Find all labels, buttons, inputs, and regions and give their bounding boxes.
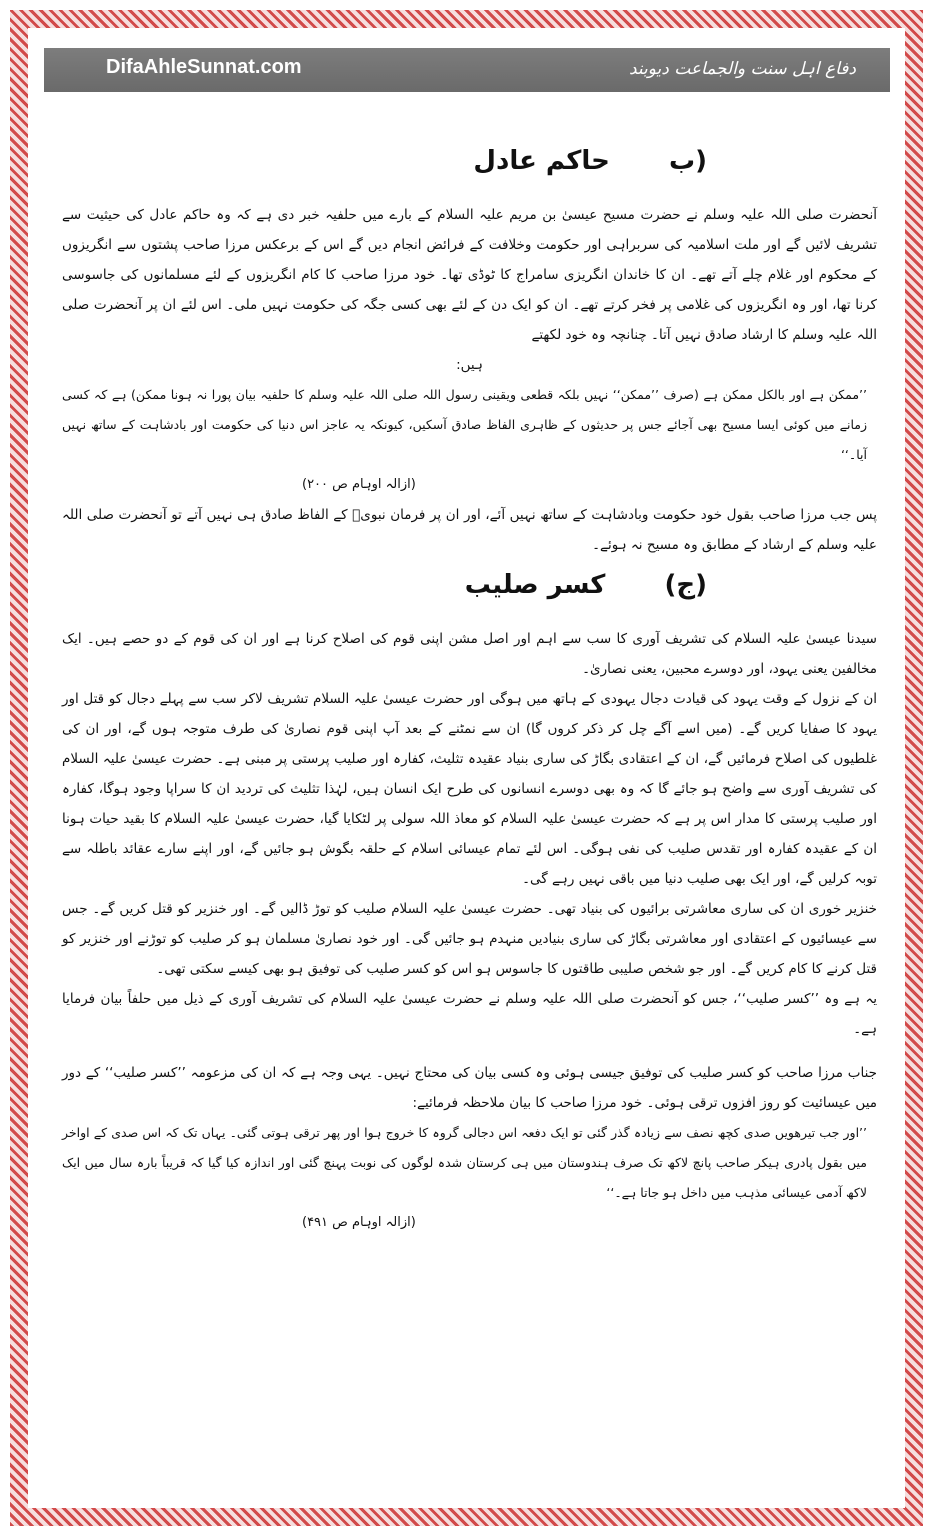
section-title: کسر صلیب	[464, 570, 606, 600]
paragraph-end: ہیں:	[456, 357, 483, 373]
site-url[interactable]: DifaAhleSunnat.com	[106, 56, 302, 78]
paragraph: پس جب مرزا صاحب بقول خود حکومت وبادشاہت کے ساتھ نہیں آئے، اور ان پر فرمان نبویؐ کے الفاظ صادق ہی نہیں آتے تو آنحضرت صلی اللہ علیہ وسلم کے ارشاد کے مطابق وہ مسیح نہ ہوئے۔	[62, 507, 877, 553]
paragraph: جناب مرزا صاحب کو کسر صلیب کی توفیق جیسی ہوئی وہ کسی بیان کی محتاج نہیں۔ یہی وجہ ہے کہ ان کی مزعومہ ’’کسر صلیب‘‘ کے دور میں عیسائیت کو روز افزوں ترقی ہوئی۔ خود مرزا صاحب کا بیان ملاحظہ فرمائیے:	[62, 1065, 877, 1111]
quotation: ’’اور جب تیرھویں صدی کچھ نصف سے زیادہ گذر گئی تو ایک دفعہ اس دجالی گروہ کا خروج ہوا اور پھر ترقی ہوتی گئی۔ یہاں تک کہ اس صدی کے اواخر میں بقول پادری ہیکر صاحب پانچ لاکھ تک صرف ہندوستان میں ہی کرستان شدہ لوگوں کی نوبت پہنچ گئی اور اندازہ کیا گیا کہ قریباً بارہ سال میں ایک لاکھ آدمی عیسائی مذہب میں داخل ہو جاتا ہے۔‘‘	[62, 1125, 867, 1200]
section-heading-j	[62, 560, 877, 610]
reference: (ازالہ اوہام ص ۴۹۱)	[302, 1215, 416, 1230]
paragraph: آنحضرت صلی اللہ علیہ وسلم نے حضرت مسیح عیسیٰ بن مریم علیہ السلام کے بارے میں حلفیہ خبر دی ہے کہ وہ حاکم عادل کی حیثیت سے تشریف لائیں گے اور ملت اسلامیہ کی سربراہی اور حکومت وخلافت کے فرائض انجام دیں گے اس کے برعکس مرزا صاحب پشتوں سے انگریزوں کے محکوم اور غلام چلے آتے تھے۔ ان کا خاندان انگریزی سامراج کا ٹوڈی تھا۔ خود مرزا صاحب کا کام انگریزوں کے لئے مسلمانوں کی جاسوسی کرنا تھا، اور وہ انگریزوں کی غلامی پر فخر کرتے تھے۔ ان کو ایک دن کے لئے بھی کسی جگہ کی حکومت نہیں ملی۔ اس لئے ان پر آنحضرت صلی اللہ علیہ وسلم کا ارشاد صادق نہیں آتا۔ چنانچہ وہ خود لکھتے	[62, 207, 877, 343]
quotation: ’’ممکن ہے اور بالکل ممکن ہے (صرف ’’ممکن‘‘ نہیں بلکہ قطعی ویقینی رسول اللہ صلی اللہ علیہ وسلم کا حلفیہ بیان پورا نہ ہونا ممکن) ہے کہ کسی زمانے میں کوئی ایسا مسیح بھی آجائے جس پر حدیثوں کے ظاہری الفاظ صادق آسکیں، کیونکہ یہ عاجز اس دنیا کی حکومت اور بادشاہت کے ساتھ نہیں آیا۔‘‘	[62, 387, 867, 462]
section-mark: (ج)	[664, 570, 707, 600]
page-header-bar	[44, 48, 890, 92]
site-title: دفاع اہل سنت والجماعت دیوبند	[628, 59, 856, 79]
reference: (ازالہ اوہام ص ۲۰۰)	[302, 477, 416, 492]
paragraph: یہ ہے وہ ’’کسر صلیب‘‘، جس کو آنحضرت صلی اللہ علیہ وسلم نے حضرت عیسیٰ علیہ السلام کی تشریف آوری کے ذیل میں حلفاً بیان فرمایا ہے۔	[62, 991, 877, 1037]
section-title: حاکم عادل	[473, 146, 610, 176]
paragraph: سیدنا عیسیٰ علیہ السلام کی تشریف آوری کا سب سے اہم اور اصل مشن اپنی قوم کی اصلاح کرنا ہے اور ان کی قوم کے دو حصے ہیں۔ ایک مخالفین یعنی یہود، اور دوسرے محبین، یعنی نصاریٰ۔	[62, 631, 877, 677]
section-heading-b	[62, 136, 877, 186]
paragraph: ان کے نزول کے وقت یہود کی قیادت دجال یہودی کے ہاتھ میں ہوگی اور حضرت عیسیٰ علیہ السلام تشریف لاکر سب سے پہلے دجال کو قتل اور یہود کا صفایا کریں گے۔ (میں اسے آگے چل کر ذکر کروں گا) ان سے نمٹنے کے بعد آپ اپنی قوم نصاریٰ کی طرف متوجہ ہوں گے، اور ان کی غلطیوں کی اصلاح فرمائیں گے، ان کے اعتقادی بگاڑ کی ساری بنیاد عقیدہ تثلیث، کفارہ اور صلیب پرستی پر مبنی ہے۔ حضرت عیسیٰ علیہ السلام کی تشریف آوری سے واضح ہو جائے گا کہ وہ بھی دوسرے انسانوں کی طرح ایک انسان ہیں، لہٰذا تثلیث کی تردید ان کا سراپا وجود ہوگا، کفارہ اور صلیب پرستی کا مدار اس پر ہے کہ حضرت عیسیٰ علیہ السلام کو معاذ اللہ سولی پر لٹکایا گیا، حضرت عیسیٰ علیہ السلام کا بقید حیات ہونا ان کے عقیدہ کفارہ اور تقدس صلیب کی نفی ہوگی۔ اس لئے تمام عیسائی اسلام کے حلقہ بگوش ہو جائیں گے، اور اپنے سارے عقائد باطلہ سے توبہ کرلیں گے، اور ایک بھی صلیب دنیا میں باقی نہیں رہے گی۔	[62, 691, 877, 887]
section-mark: (ب	[668, 146, 707, 176]
document-body	[62, 136, 877, 1238]
paragraph: خنزیر خوری ان کی ساری معاشرتی برائیوں کی بنیاد تھی۔ حضرت عیسیٰ علیہ السلام صلیب کو توڑ ڈالیں گے۔ اور خنزیر کو قتل کریں گے۔ جس سے عیسائیوں کے اعتقادی اور معاشرتی بگاڑ کی ساری بنیادیں منہدم ہو جائیں گی۔ اور خود نصاریٰ مسلمان ہو کر صلیب کو توڑنے اور خنزیر کو قتل کرنے کا کام کریں گے۔ اور جو شخص صلیبی طاقتوں کا جاسوس ہو اس کو کسر صلیب کی توفیق ہو بھی کیسے سکتی تھی۔	[62, 901, 877, 977]
